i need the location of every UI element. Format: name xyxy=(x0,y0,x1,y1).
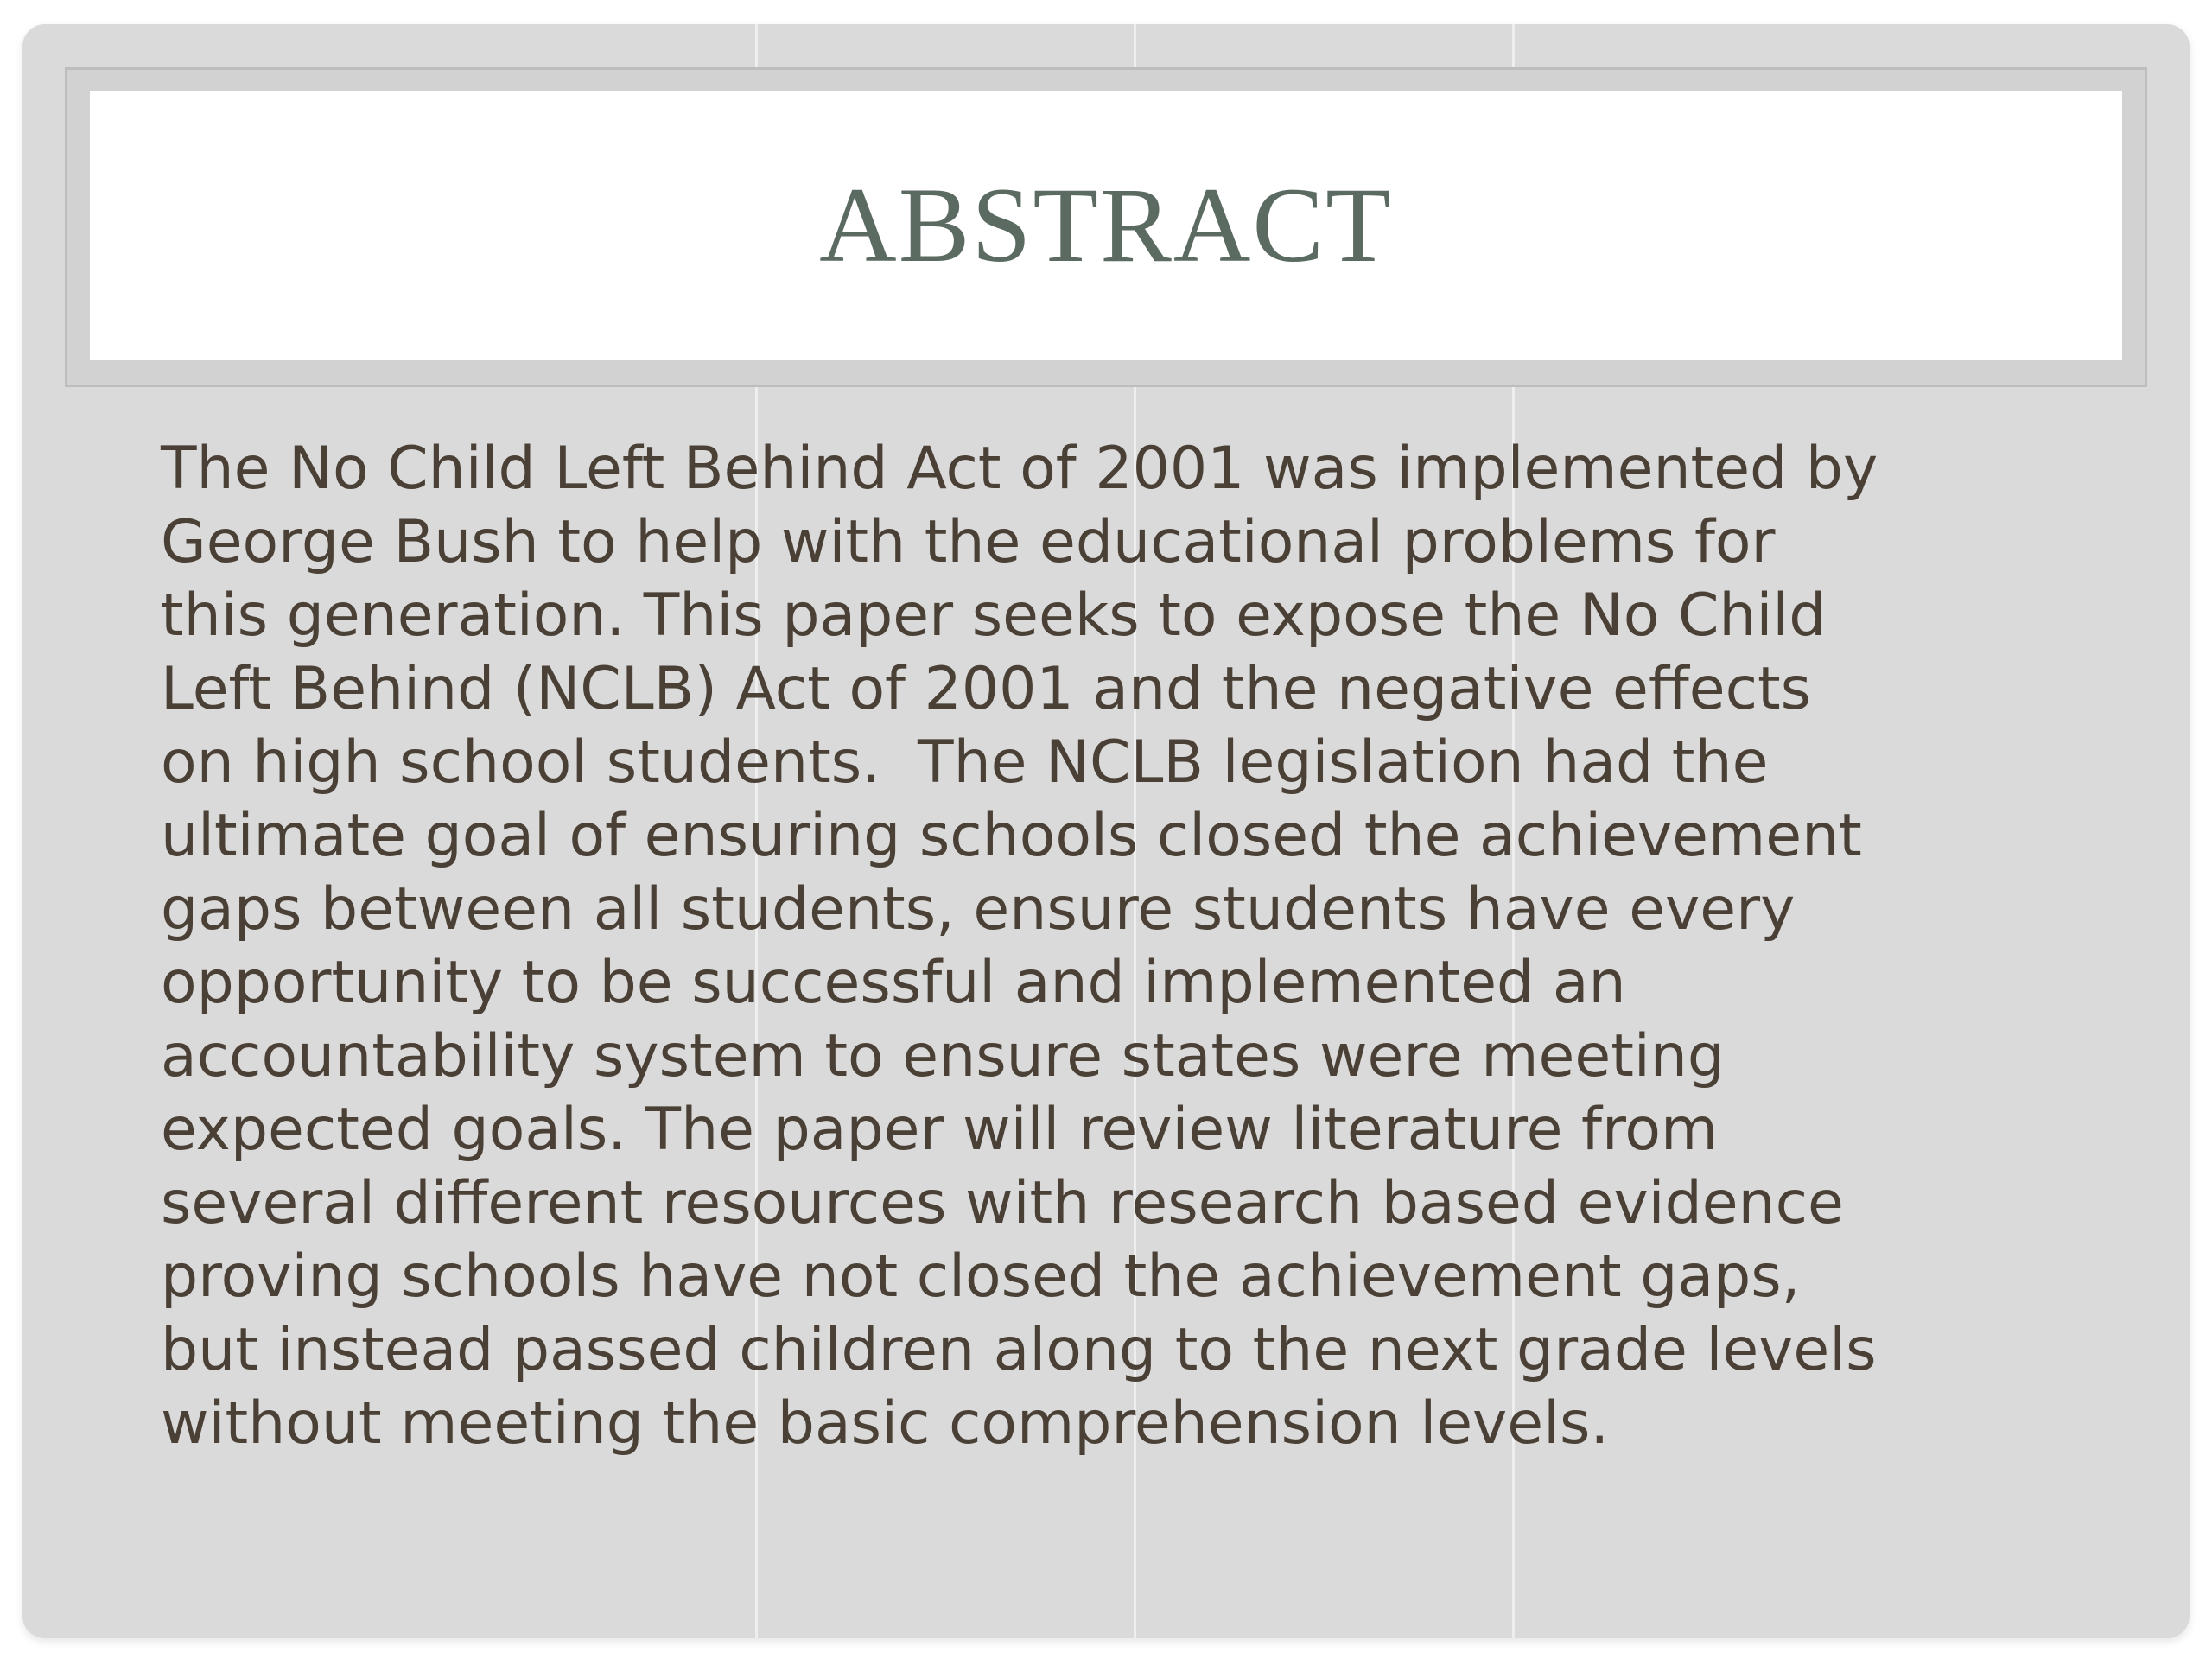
body-line: The No Child Left Behind Act of 2001 was implemented by xyxy=(161,435,1878,503)
abstract-body xyxy=(161,432,2113,1460)
slide xyxy=(22,24,2190,1638)
body-line: several different resources with research based evidence xyxy=(161,1169,1844,1237)
slide-title: ABSTRACT xyxy=(819,166,1393,284)
body-line: on high school students. The NCLB legislation had the xyxy=(161,728,1769,797)
body-line: without meeting the basic comprehension levels. xyxy=(161,1389,1610,1458)
body-line: opportunity to be successful and implemented an xyxy=(161,949,1626,1017)
body-line: but instead passed children along to the next grade levels xyxy=(161,1316,1877,1384)
body-line: expected goals. The paper will review literature from xyxy=(161,1096,1719,1164)
body-line: accountability system to ensure states were meeting xyxy=(161,1022,1726,1090)
title-box xyxy=(90,91,2122,360)
body-line: proving schools have not closed the achievement gaps, xyxy=(161,1243,1801,1311)
body-line: gaps between all students, ensure students have every xyxy=(161,875,1796,944)
body-line: this generation. This paper seeks to expose the No Child xyxy=(161,582,1827,650)
body-line: ultimate goal of ensuring schools closed the achievement xyxy=(161,802,1862,870)
body-line: George Bush to help with the educational problems for xyxy=(161,508,1776,576)
title-frame xyxy=(65,67,2147,387)
body-line: Left Behind (NCLB) Act of 2001 and the negative effects xyxy=(161,655,1812,723)
